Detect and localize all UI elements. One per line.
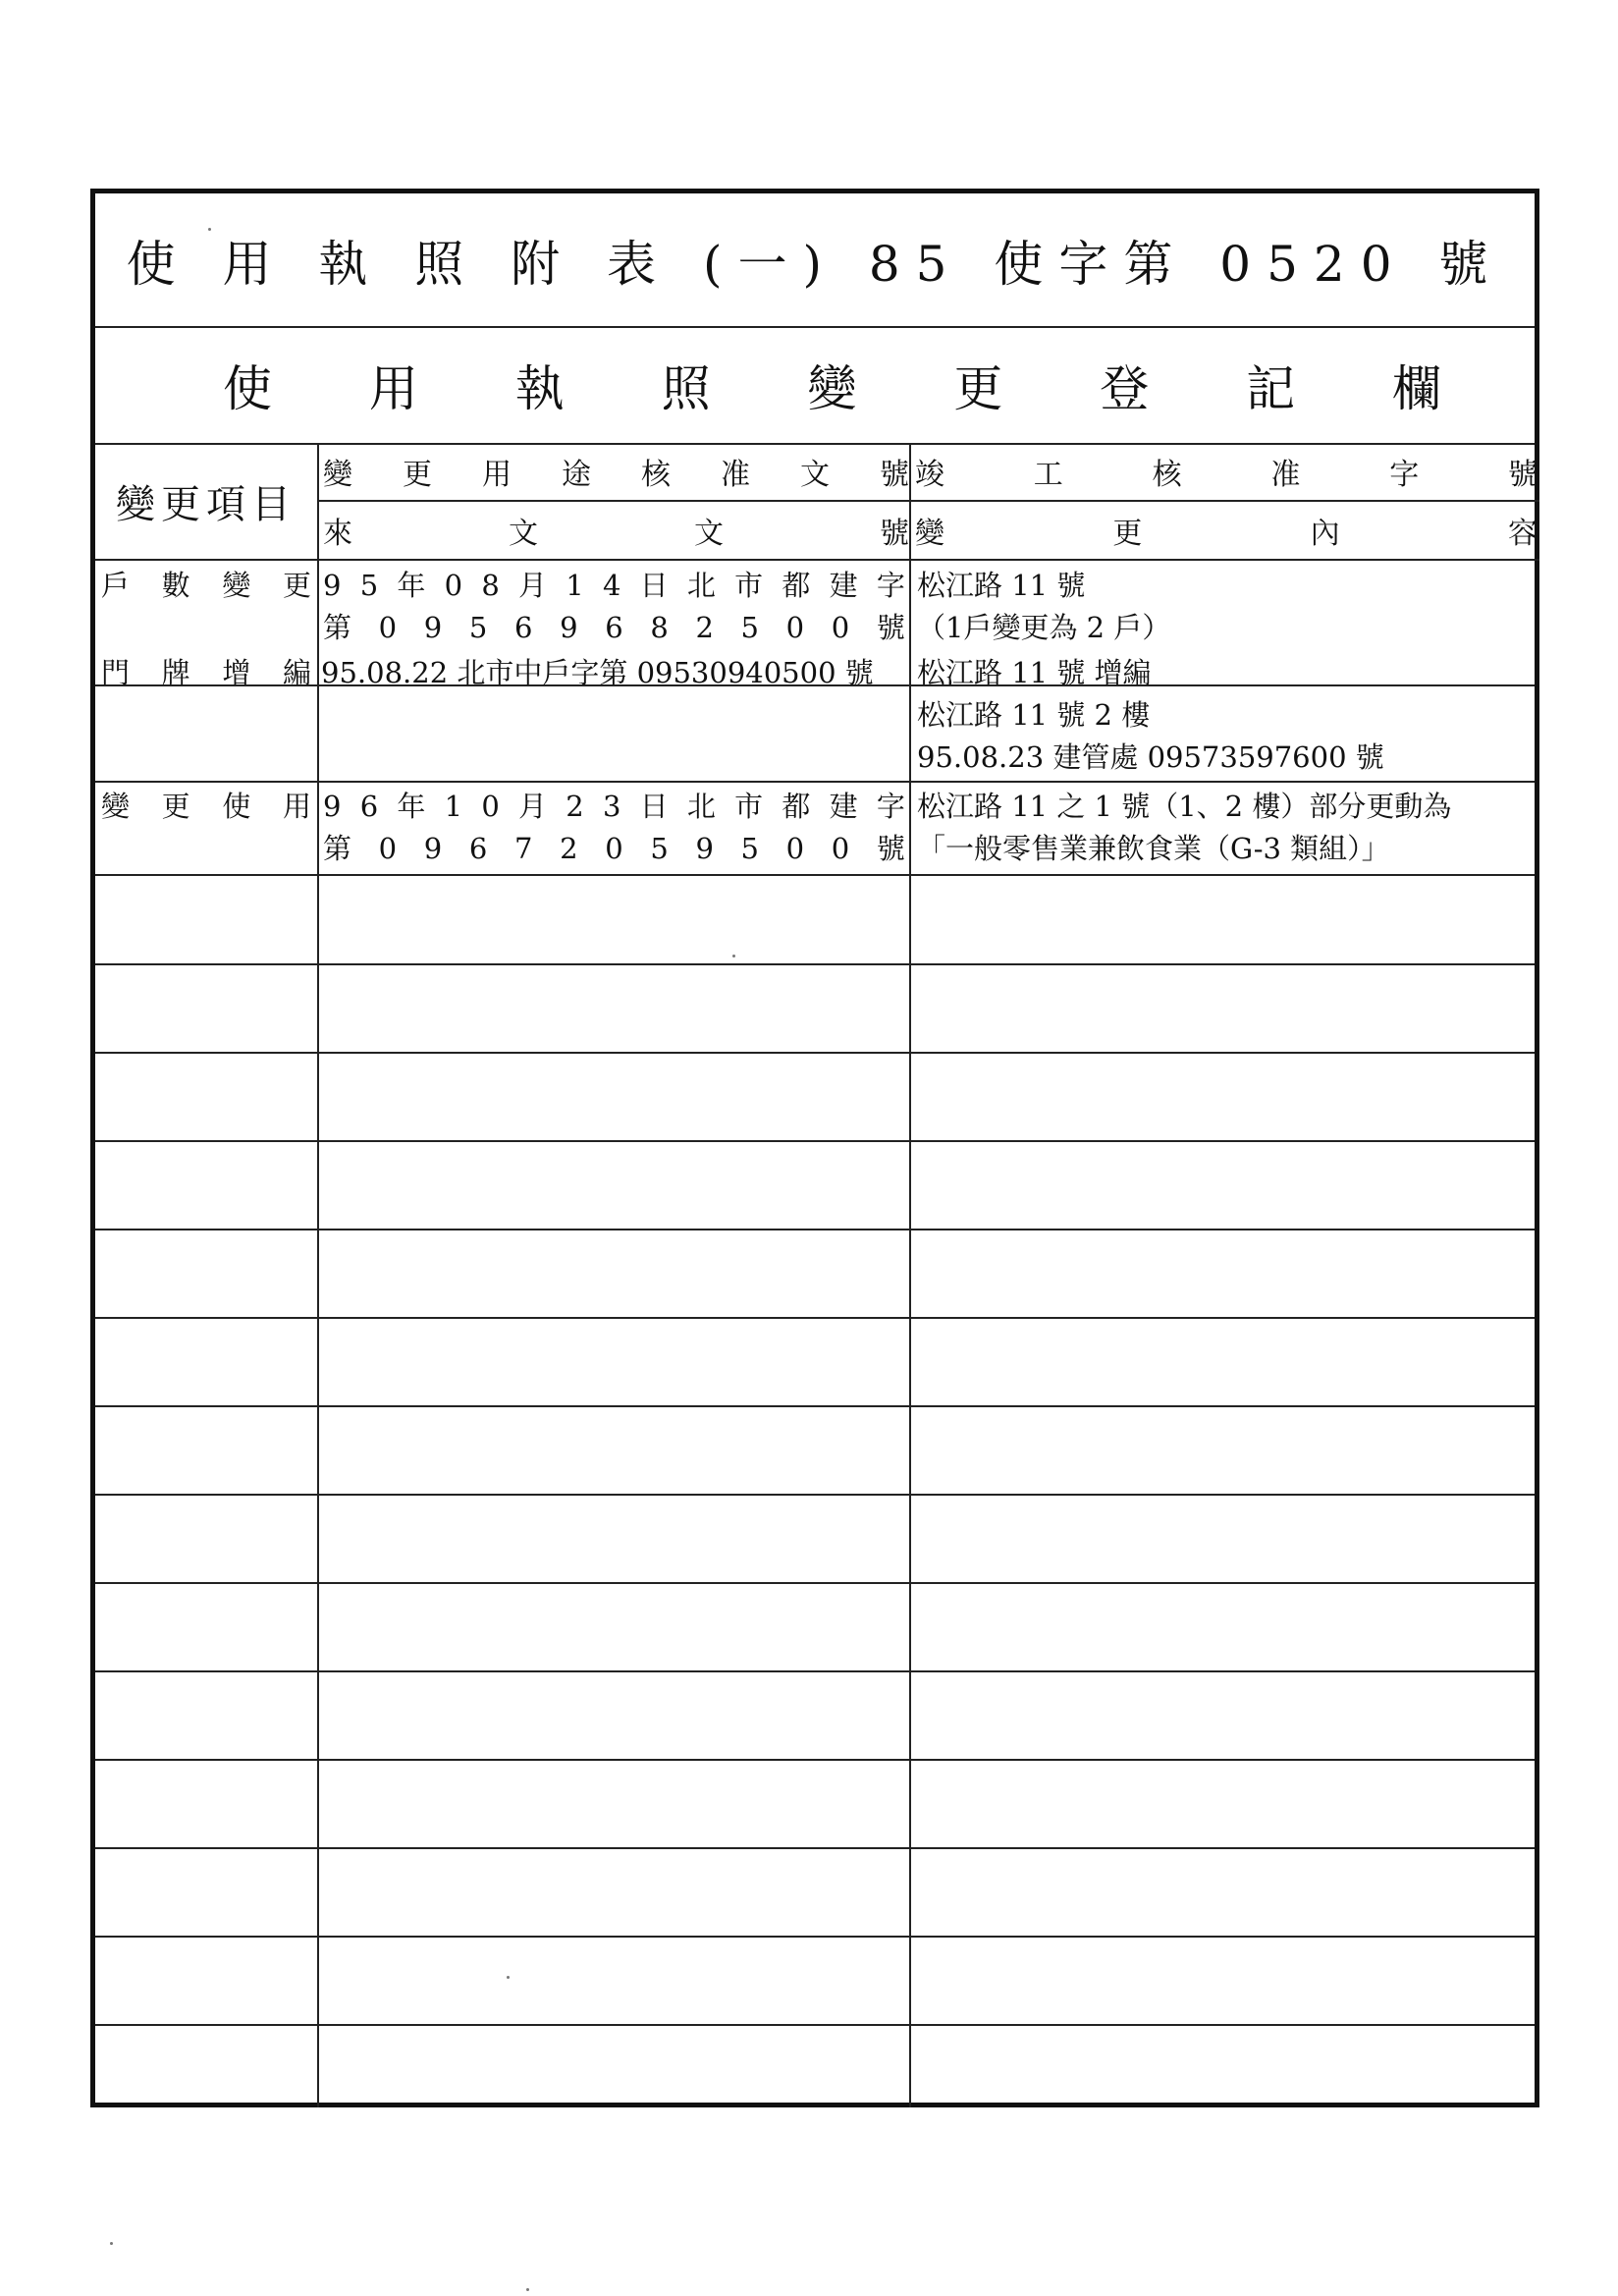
doc-char: 0 (378, 832, 398, 865)
item-char: 更 (161, 790, 190, 823)
section-title-char: 執 (514, 359, 565, 417)
item-char: 使 (222, 790, 251, 823)
item-char: 變 (222, 569, 251, 602)
header-char: 文 (694, 517, 724, 551)
header-change-content (911, 502, 1539, 561)
header-completion-number (911, 443, 1539, 502)
row-divider (95, 963, 1535, 965)
scan-speck (526, 2288, 529, 2291)
entry-content-line: （1戶變更為 2 戶） (917, 611, 1171, 644)
doc-char: 0 (481, 790, 500, 823)
entry-doc-line (323, 828, 905, 870)
doc-char: 5 (740, 611, 759, 644)
doc-char: 日 (639, 569, 669, 602)
item-char: 門 (101, 656, 131, 689)
header-char: 號 (880, 517, 909, 551)
header-char: 號 (1507, 458, 1537, 492)
entry-item-use-change (101, 786, 311, 828)
doc-char: 5 (650, 832, 669, 865)
section-title-char: 使 (223, 359, 272, 417)
doc-char: 0 (785, 611, 805, 644)
doc-char: 第 (323, 611, 352, 644)
doc-char: 都 (782, 569, 811, 602)
doc-char: 建 (829, 790, 858, 823)
item-char: 增 (222, 656, 251, 689)
row-divider (95, 1670, 1535, 1672)
doc-char: 4 (602, 569, 621, 602)
section-title-char: 欄 (1392, 359, 1441, 417)
section-title-char: 記 (1246, 359, 1296, 417)
header-char: 文 (509, 517, 538, 551)
doc-char: 6 (605, 611, 623, 644)
doc-char: 0 (831, 832, 850, 865)
item-char: 牌 (161, 656, 190, 689)
header-char: 變 (915, 517, 944, 551)
entry-content-line: 95.08.23 建管處 09573597600 號 (917, 740, 1384, 774)
doc-char: 0 (378, 611, 398, 644)
row-divider (95, 1936, 1535, 1938)
doc-char: 1 (566, 569, 584, 602)
entry-doc-line (323, 565, 905, 607)
row-divider (95, 1759, 1535, 1761)
row-divider (95, 874, 1535, 876)
entry-doc-line (323, 607, 905, 649)
doc-char: 2 (560, 832, 578, 865)
header-char: 更 (1112, 517, 1143, 551)
doc-char: 9 (323, 790, 342, 823)
header-approval-number (319, 443, 911, 502)
section-title-char: 用 (368, 359, 418, 417)
doc-char: 1 (444, 790, 463, 823)
doc-char: 號 (876, 611, 905, 644)
row-divider (95, 781, 1535, 783)
row-divider (95, 1317, 1535, 1319)
row-divider (95, 1582, 1535, 1584)
doc-char: 8 (650, 611, 669, 644)
header-char: 核 (1152, 458, 1182, 492)
doc-char: 6 (359, 790, 379, 823)
doc-char: 市 (734, 569, 764, 602)
item-char: 戶 (101, 569, 131, 602)
row-divider (95, 1405, 1535, 1407)
doc-char: 月 (518, 569, 548, 602)
entry-content-line: 「一般零售業兼飲食業（G-3 類組）」 (917, 832, 1390, 865)
header-char: 用 (482, 458, 512, 492)
header-char: 來 (323, 517, 352, 551)
doc-char: 9 (423, 832, 443, 865)
header-char: 准 (721, 458, 750, 492)
section-title (95, 326, 1535, 443)
doc-char: 9 (560, 611, 578, 644)
row-divider (95, 2024, 1535, 2026)
entry-content-line: 松江路 11 號 2 樓 (917, 698, 1151, 732)
doc-char: 字 (876, 569, 905, 602)
header-char: 變 (323, 458, 352, 492)
item-char: 編 (282, 656, 311, 689)
doc-char: 0 (444, 569, 463, 602)
entry-doc-line (323, 786, 905, 828)
doc-char: 第 (323, 832, 352, 865)
scan-speck (732, 955, 735, 957)
header-char: 字 (1389, 458, 1420, 492)
row-divider (95, 1052, 1535, 1054)
scan-speck (507, 1976, 510, 1979)
header-char: 號 (880, 458, 909, 492)
doc-char: 3 (602, 790, 621, 823)
header-char: 文 (800, 458, 830, 492)
scan-speck (208, 228, 211, 231)
header-char: 途 (562, 458, 591, 492)
header-char: 竣 (915, 458, 944, 492)
doc-char: 2 (695, 611, 714, 644)
row-divider (95, 1494, 1535, 1496)
header-char: 核 (641, 458, 671, 492)
section-title-char: 登 (1100, 359, 1150, 417)
doc-char: 北 (686, 569, 716, 602)
header-incoming-doc-number (319, 502, 911, 561)
doc-char: 2 (566, 790, 584, 823)
column-divider (317, 443, 319, 2107)
doc-char: 號 (876, 832, 905, 865)
subtitle-row (95, 326, 1535, 445)
doc-char: 5 (468, 611, 488, 644)
doc-char: 9 (695, 832, 714, 865)
doc-char: 年 (397, 790, 426, 823)
doc-char: 8 (481, 569, 500, 602)
doc-char: 0 (785, 832, 805, 865)
permit-attachment-form (90, 189, 1539, 2107)
row-divider (95, 1229, 1535, 1230)
title-row (95, 193, 1535, 328)
section-title-char: 照 (661, 359, 711, 417)
entry-content-line: 松江路 11 號 (917, 569, 1086, 602)
row-divider (95, 1140, 1535, 1142)
doc-char: 0 (831, 611, 850, 644)
entry-content-line: 松江路 11 之 1 號（1、2 樓）部分更動為 (917, 790, 1452, 823)
doc-char: 0 (605, 832, 623, 865)
doc-char: 市 (734, 790, 764, 823)
header-char: 工 (1033, 458, 1063, 492)
column-divider (909, 443, 911, 2107)
header-char: 准 (1270, 458, 1301, 492)
entry-doc-line: 95.08.22 北市中戶字第 09530940500 號 (321, 656, 874, 689)
page-title: 使 用 執 照 附 表 (一) 85 使字第 0520 號 (126, 235, 1504, 293)
doc-char: 9 (423, 611, 443, 644)
section-title-char: 更 (953, 359, 1003, 417)
row-divider (95, 1847, 1535, 1849)
doc-char: 5 (740, 832, 759, 865)
doc-char: 建 (829, 569, 858, 602)
entry-item-household-change (101, 565, 311, 607)
doc-char: 9 (323, 569, 342, 602)
doc-char: 月 (518, 790, 548, 823)
doc-char: 5 (359, 569, 379, 602)
doc-char: 字 (876, 790, 905, 823)
header-char: 更 (403, 458, 432, 492)
header-change-item: 變更項目 (95, 443, 319, 561)
doc-char: 6 (514, 611, 533, 644)
item-char: 變 (101, 790, 131, 823)
item-char: 用 (282, 790, 311, 823)
item-char: 更 (282, 569, 311, 602)
entry-content-line: 松江路 11 號 增編 (917, 656, 1152, 689)
entry-item-address-addition (101, 652, 311, 694)
header-char: 內 (1310, 517, 1340, 551)
doc-char: 日 (639, 790, 669, 823)
section-title-char: 變 (807, 359, 857, 417)
doc-char: 北 (686, 790, 716, 823)
header-char: 容 (1507, 517, 1537, 551)
doc-char: 年 (397, 569, 426, 602)
scan-speck (110, 2242, 113, 2245)
doc-char: 6 (468, 832, 488, 865)
item-char: 數 (161, 569, 190, 602)
doc-char: 都 (782, 790, 811, 823)
doc-char: 7 (514, 832, 533, 865)
